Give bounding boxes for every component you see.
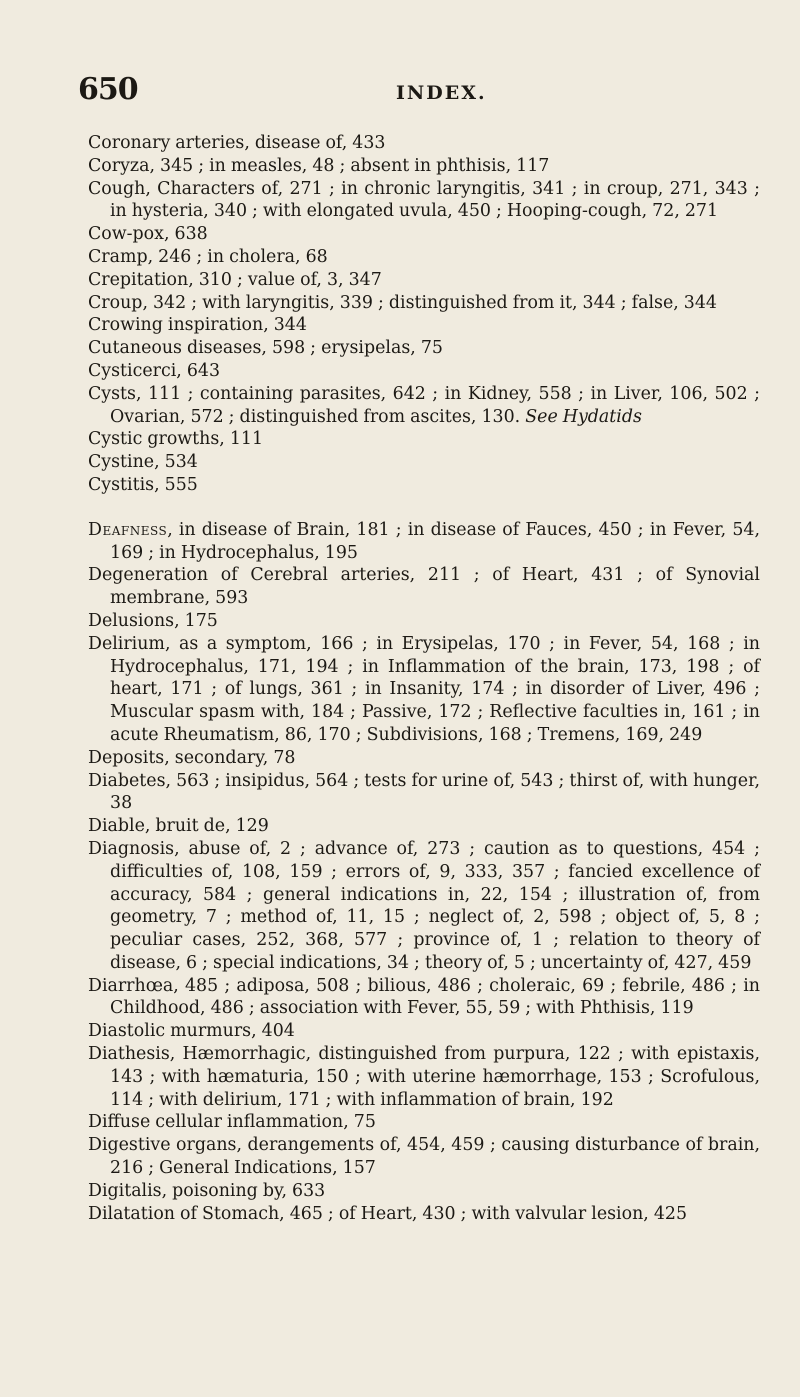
index-entry-term: Degeneration: [88, 565, 209, 586]
index-entry: [88, 1203, 760, 1226]
index-entry-term: Cough: [88, 178, 146, 199]
index-entry-references: , secondary, 78: [164, 747, 296, 768]
index-entry-references: , poisoning by, 633: [161, 1180, 326, 1201]
index-entry-references: , 246 ; in cholera, 68: [147, 246, 328, 267]
index-section-d: [88, 519, 760, 1226]
index-entry-references: , abuse of, 2 ; advance of, 273 ; caution as to questions, 454 ; difficulties of, 108, 159 ; errors of, 9, 333, 357 ; fancied excellence of accuracy, 584 ; general indications in, 22, 154 ; illustration of, from geometry, 7 ; method of, 11, 15 ; neglect of, 2, 598 ; object of, 5, 8 ; peculiar cases, 252, 368, 577 ; province of, 1 ; relation to theory of disease, 6 ; special indications, 34 ; theory of, 5 ; uncertainty of, 427, 459: [110, 838, 760, 973]
index-entry-term: Cow-pox: [88, 224, 164, 245]
index-entry: [88, 246, 760, 269]
section-divider: [88, 497, 760, 519]
index-entry-term: Coronary arteries: [88, 133, 245, 153]
index-entry-term: Deposits: [88, 747, 165, 768]
index-entry-references: , 111 ; containing parasites, 642 ; in Kidney, 558 ; in Liver, 106, 502 ; Ovarian, 572 ; distinguished from ascites, 130.: [110, 383, 760, 427]
index-entry-term: Dilatation: [88, 1203, 176, 1224]
index-entry: [88, 838, 760, 975]
index-entry-references: , 638: [163, 224, 208, 245]
index-entry-references: , 404: [251, 1021, 295, 1042]
index-entry: [88, 1043, 760, 1111]
index-entry-term: Croup: [88, 292, 143, 313]
index-entry: [88, 337, 760, 360]
index-entry-references: , 555: [154, 474, 198, 495]
index-entry-term: Cutaneous diseases: [88, 338, 262, 359]
index-entry: [88, 474, 760, 497]
page-header: [78, 72, 758, 112]
index-entry-references: , in disease of Brain, 181 ; in disease of Fauces, 450 ; in Fever, 54, 169 ; in Hydrocephalus, 195: [110, 519, 760, 563]
index-entry: [88, 383, 760, 429]
index-entry-references: , 345 ; in measles, 48 ; absent in phthisis, 117: [149, 155, 550, 176]
index-entry-references: , disease of, 433: [244, 133, 386, 153]
index-entry: [88, 1111, 760, 1134]
index-entry-references: , 75: [343, 1112, 376, 1133]
index-entry-term: Diable: [88, 816, 145, 837]
index-entry: [88, 815, 760, 838]
index-entry-cross-reference: See Hydatids: [525, 406, 642, 427]
index-entry-term: Deafness: [88, 519, 168, 540]
index-entry: [88, 155, 760, 178]
index-entry: [88, 564, 760, 610]
index-entry: [88, 610, 760, 633]
index-entry-term: Crepitation: [88, 269, 189, 290]
index-entry-term: Digitalis: [88, 1180, 162, 1201]
index-entry: [88, 223, 760, 246]
running-head: INDEX.: [396, 82, 487, 104]
index-entry: [88, 132, 760, 155]
index-entry-references: , 563 ; insipidus, 564 ; tests for urine of, 543 ; thirst of, with hunger, 38: [110, 770, 760, 814]
index-section-c: [88, 132, 760, 497]
index-entry-term: Digestive organs: [88, 1135, 237, 1156]
index-entry: [88, 1020, 760, 1043]
index-entry-references: , 485 ; adiposa, 508 ; bilious, 486 ; choleraic, 69 ; febrile, 486 ; in Childhood, 486 ; association with Fever, 55, 59 ; with Phthisis, 119: [110, 975, 760, 1019]
index-entry-references: of Stomach, 465 ; of Heart, 430 ; with valvular lesion, 425: [175, 1203, 688, 1224]
index-body: [88, 132, 760, 1225]
index-entry-references: , 598 ; erysipelas, 75: [261, 338, 443, 359]
index-entry-term: Diastolic murmurs: [88, 1021, 252, 1042]
index-entry-term: Diathesis: [88, 1044, 170, 1065]
index-entry-references: , Characters of, 271 ; in chronic laryngitis, 341 ; in croup, 271, 343 ; in hysteria, 340 ; with elongated uvula, 450 ; Hooping-cough, 72, 271: [110, 178, 760, 222]
page-number: 650: [78, 72, 138, 107]
index-entry-term: Cramp: [88, 246, 148, 267]
index-entry-term: Diagnosis: [88, 838, 175, 859]
index-entry: [88, 747, 760, 770]
index-entry: [88, 428, 760, 451]
index-entry-term: Coryza: [88, 155, 150, 176]
index-entry-references: , 344: [263, 315, 307, 336]
index-entry-term: Cysticerci: [88, 360, 177, 381]
index-entry-term: Cystitis: [88, 474, 155, 495]
index-entry: [88, 633, 760, 747]
index-entry: [88, 1134, 760, 1180]
index-entry-references: , 175: [174, 610, 218, 631]
index-entry-references: , Hæmorrhagic, distinguished from purpura, 122 ; with epistaxis, 143 ; with hæmaturia, 150 ; with uterine hæmorrhage, 153 ; Scrofulous, 114 ; with delirium, 171 ; with inflammation of brain, 192: [110, 1044, 760, 1110]
index-entry: [88, 975, 760, 1021]
index-entry-term: Diffuse cellular inflammation: [88, 1112, 344, 1133]
index-entry-references: of Cerebral arteries, 211 ; of Heart, 431 ; of Synovial membrane, 593: [110, 565, 760, 609]
index-entry-term: Diarrhœa: [88, 975, 174, 996]
index-entry-references: , 534: [154, 452, 198, 473]
index-entry: [88, 451, 760, 474]
index-entry-references: , bruit de, 129: [144, 816, 269, 837]
index-entry: [88, 314, 760, 337]
index-entry-term: Delirium: [88, 633, 165, 654]
index-entry-references: , derangements of, 454, 459 ; causing disturbance of brain, 216 ; General Indications, 157: [110, 1135, 760, 1179]
index-entry: [88, 770, 760, 816]
index-entry-references: , 342 ; with laryngitis, 339 ; distinguished from it, 344 ; false, 344: [142, 292, 717, 313]
index-entry-term: Delusions: [88, 610, 175, 631]
index-entry-references: , 310 ; value of, 3, 347: [188, 269, 382, 290]
index-entry-references: , 643: [176, 360, 221, 381]
index-entry: [88, 1180, 760, 1203]
index-entry: [88, 269, 760, 292]
index-entry: [88, 519, 760, 565]
index-entry-term: Cystine: [88, 452, 155, 473]
index-entry: [88, 178, 760, 224]
index-entry-references: , 111: [219, 429, 264, 450]
index-entry-term: Cysts: [88, 383, 136, 404]
index-entry-references: , as a symptom, 166 ; in Erysipelas, 170 ; in Fever, 54, 168 ; in Hydrocephalus, 171, 194 ; in Inflammation of the brain, 173, 198 ; of heart, 171 ; of lungs, 361 ; in Insanity, 174 ; in disorder of Liver, 496 ; Muscular spasm with, 184 ; Passive, 172 ; Reflective faculties in, 161 ; in acute Rheumatism, 86, 170 ; Subdivisions, 168 ; Tremens, 169, 249: [110, 633, 760, 745]
index-entry: [88, 292, 760, 315]
index-entry-term: Crowing inspiration: [88, 315, 264, 336]
index-entry-term: Diabetes: [88, 770, 166, 791]
index-entry-term: Cystic growths: [88, 429, 220, 450]
index-entry: [88, 360, 760, 383]
